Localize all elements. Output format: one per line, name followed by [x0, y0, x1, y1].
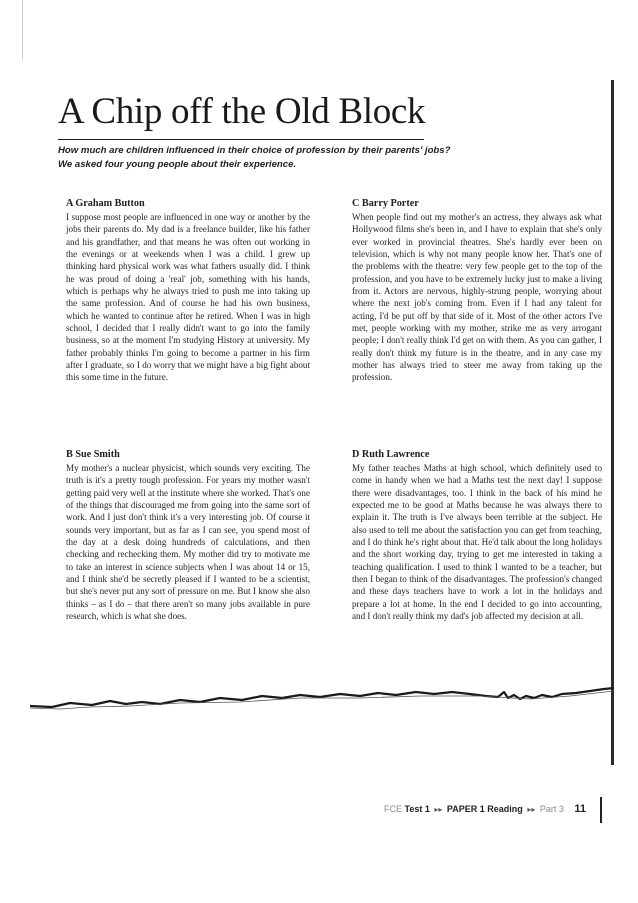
subtitle-line-1: How much are children influenced in their choice of profession by their parents' jobs?: [58, 145, 451, 156]
section-a-heading: A Graham Button: [66, 198, 145, 209]
section-b: [66, 448, 310, 622]
section-c-heading: C Barry Porter: [352, 198, 419, 209]
subtitle-line-2: We asked four young people about their experience.: [58, 158, 297, 170]
section-a-text: I suppose most people are influenced in one way or another by the jobs their parents do. My dad is a freelance builder, like his father and his grandfather, and that means he was often out working in the evenings or at weekends when I was a child. I grew up thinking hard physical work was what fathers usually did. I think he was proud of doing a 'real' job, something with his hands, which is perhaps why he always tried to push me into taking up the same profession. And of course he had his own business, which he wanted to continue after he retired. When I was in high school, I decided that I really didn't want to go into the family business, so at the moment I'm studying History at university. My father probably thinks I'm going to become a partner in his firm after I graduate, so I do worry that we might have a big fight about this some time in the future.: [66, 212, 310, 383]
section-d-heading: D Ruth Lawrence: [352, 449, 430, 460]
section-b-text: My mother's a nuclear physicist, which sounds very exciting. The truth is it's a pretty tough profession. For years my mother wasn't getting paid very well at the institute where she worked. That's one of the things that discouraged me from going into the same sort of work. And I just don't think it's a very interesting job. Of course it sounds very important, but as far as I can see, you spend most of the day at a desk doing hundreds of calculations, and then checking and rechecking them. My mother did try to motivate me to take an interest in science subjects when I was about 14 or 15, and I think she'd be secretly pleased if I wanted to be a scientist, but she's never put any sort of pressure on me. But I know she also thinks – as I do – that there aren't so many jobs available in pure research, which is what she does.: [66, 463, 310, 622]
footer-series: FCE: [384, 804, 402, 814]
footer-paper: PAPER 1: [446, 804, 485, 814]
page-edge-right: [611, 80, 614, 765]
section-d: [352, 448, 602, 622]
torn-paper-edge: [30, 686, 614, 718]
page-number: 11: [574, 803, 587, 815]
section-a: [66, 197, 310, 384]
footer-arrow-2: ▸▸: [527, 805, 536, 814]
page-edge-left: [22, 0, 23, 60]
subtitle: [58, 144, 528, 171]
section-b-heading: B Sue Smith: [66, 449, 120, 460]
page-title: A Chip off the Old Block: [58, 91, 426, 132]
footer-rule: [600, 797, 602, 823]
section-c-text: When people find out my mother's an actress, they always ask what Hollywood films she's been in, and I have to explain that she's only ever worked in provincial theatres. She's hardly ever been on television, which is why not many people know her. That's one of the problems with the theatre: very few people get to the top of the profession, and you have to be extremely lucky just to make a living from it. Actors are nervous, highly-strung people, worrying about where the next job's coming from. Even if I had any talent for acting, I'd be put off by that side of it. Most of the other actors I've met, people working with my mother, strike me as very arrogant people; I don't really think I'd get on with them. As you can gather, I really don't think my future is in the theatre, and in any case my mother has always tried to steer me away from taking up the profession.: [352, 212, 602, 383]
footer-skill: Reading: [487, 804, 523, 814]
title-underline: [58, 139, 424, 140]
footer-part: Part 3: [539, 804, 564, 814]
footer-test: Test 1: [404, 804, 430, 814]
page-footer: [384, 803, 586, 815]
section-c: [352, 197, 602, 384]
footer-arrow-1: ▸▸: [434, 805, 443, 814]
section-d-text: My father teaches Maths at high school, which definitely used to come in handy when we had a Maths test the next day! I suppose there were disadvantages, too. I think in the back of his mind he expected me to be good at Maths because he was always there to explain it. The truth is I've always been terrible at the subject. He also used to tell me about the satisfaction you can get from teaching, and I do think he's right about that. He'd talk about the long holidays and the short working day, trying to get me interested in taking a teaching qualification. I used to think I wanted to be a teacher, but then I began to think of the disadvantages. The profession's changed and these days teachers have to work a lot in the holidays and prepare a lot at home. In the end I decided to go into accounting, and I don't really think my dad's job affected my decision at all.: [352, 463, 602, 622]
